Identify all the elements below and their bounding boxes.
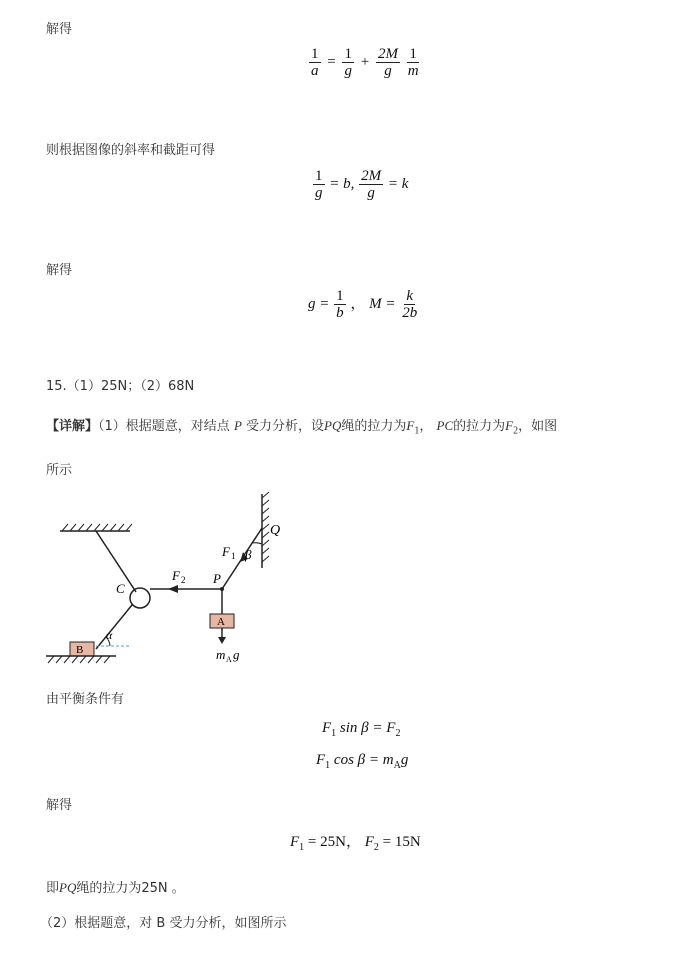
label-q: Q: [270, 523, 281, 538]
label-mag-g: g: [233, 647, 240, 662]
wall-hatch: [262, 492, 269, 562]
label-f1: F: [222, 544, 230, 559]
equation-5: $F_1$ $\cos \beta = m_Ag$: [316, 752, 409, 771]
equation-2: $\frac{1}{g}$ = b, $\frac{2M}{g}$ = k: [315, 168, 409, 201]
rope-cb: [96, 605, 132, 649]
text-conclusion: 即PQ绳的拉力为25N 。: [46, 880, 185, 896]
equation-1: $\frac{1}{a}$ = $\frac{1}{g}$ + $\frac{2M}{g}$ $\frac{1}{m}$: [311, 46, 419, 79]
label-beta: β: [245, 547, 252, 562]
equation-3: g = $\frac{1}{b}$ ， M = $\frac{k}{2b}$: [308, 288, 418, 321]
detail-line: 【详解】（1）根据题意，对结点 P 受力分析，设PQ绳的拉力为$F_1$， PC的拉力为$F_2$，如图: [46, 418, 558, 437]
pulley-circle: [130, 588, 150, 608]
answer-15: 15.（1）25N；（2）68N: [46, 379, 195, 394]
text-part-2: （2）根据题意，对 B 受力分析，如图所示: [40, 916, 287, 931]
text-slope-intercept: 则根据图像的斜率和截距可得: [46, 143, 216, 158]
force-diagram: [40, 488, 300, 678]
label-f2: F: [172, 568, 180, 583]
text-jiede-2: 解得: [46, 263, 73, 278]
equation-6: $F_1 = 25N$， $F_2 = 15N$: [290, 834, 421, 853]
floor-hatch: [48, 656, 110, 663]
text-equilibrium: 由平衡条件有: [46, 692, 125, 707]
arrow-weight: [218, 637, 226, 644]
label-a: A: [217, 616, 225, 628]
label-p: P: [213, 571, 221, 586]
text-suoshi: 所示: [46, 463, 73, 478]
label-mag-m: m: [216, 647, 226, 662]
arrow-f2: [168, 585, 178, 593]
text-jiede-1: 解得: [46, 22, 73, 37]
label-f2-sub: 2: [181, 575, 186, 585]
label-alpha: α: [106, 628, 113, 642]
text-jiede-3: 解得: [46, 798, 73, 813]
equation-4: $F_1$ $\sin \beta = F_2$: [322, 720, 401, 739]
beta-arc: [252, 543, 262, 544]
label-b: B: [76, 644, 84, 656]
label-mag-sub: A: [226, 655, 232, 664]
ceiling-hatch: [62, 524, 132, 531]
label-c: C: [116, 581, 125, 596]
label-f1-sub: 1: [231, 551, 236, 561]
